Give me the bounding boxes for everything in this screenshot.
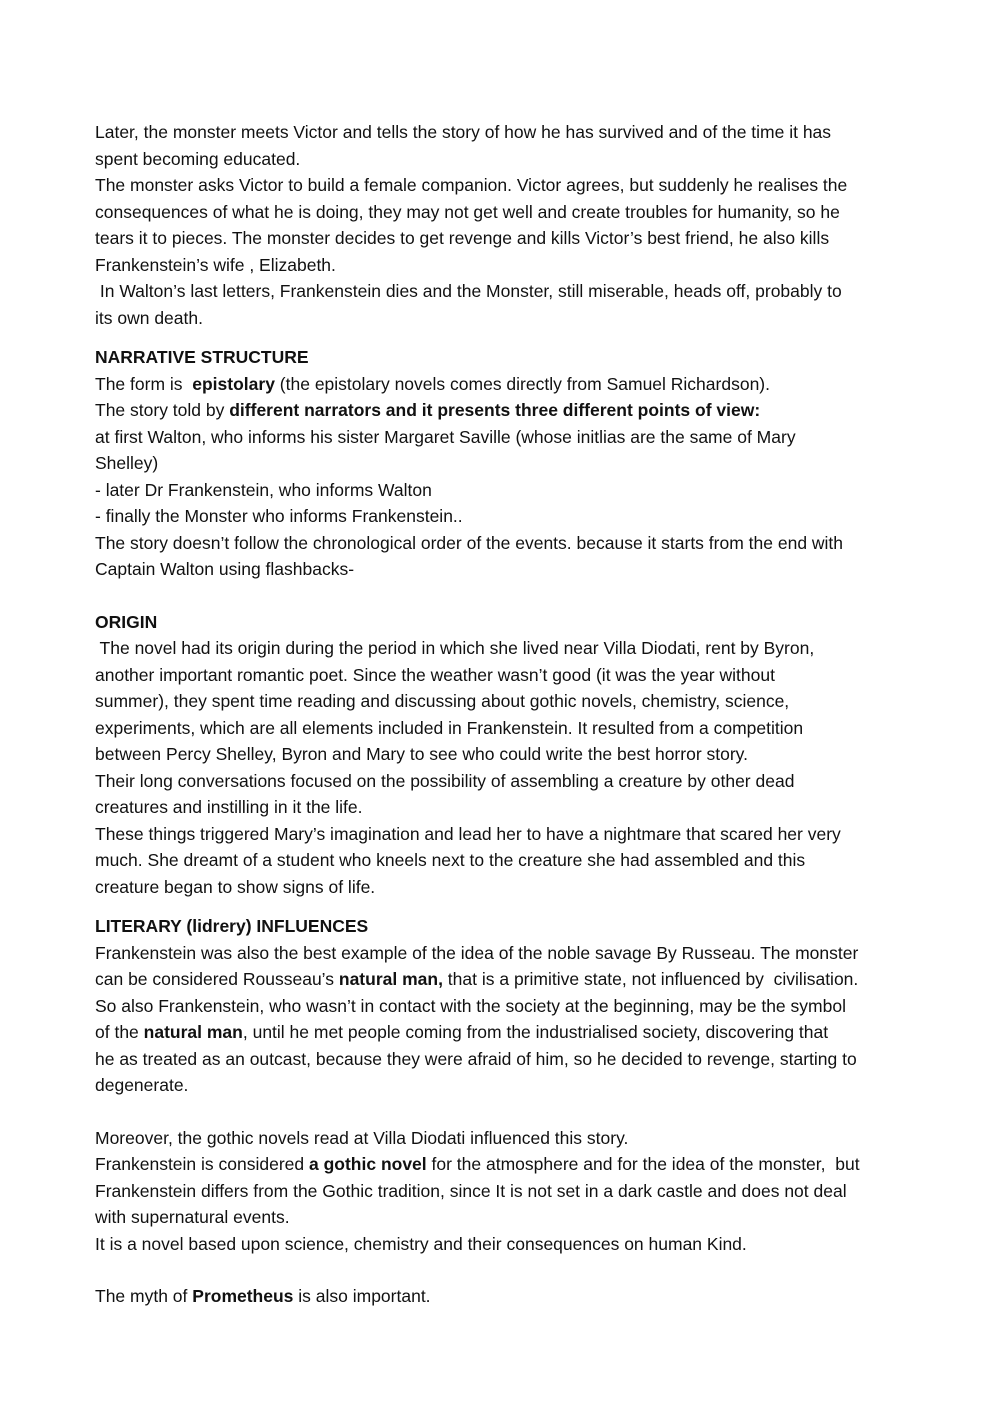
text-line: The monster asks Victor to build a female companion. Victor agrees, but suddenly he realises the — [95, 175, 848, 195]
text-line: much. She dreamt of a student who kneels next to the creature she had assembled and this — [95, 850, 806, 870]
text-line: Captain Walton using flashbacks- — [95, 559, 355, 579]
bold-term: natural man — [143, 1022, 243, 1042]
text-line: summer), they spent time reading and discussing about gothic novels, chemistry, science, — [95, 691, 790, 711]
text-line: at first Walton, who informs his sister Margaret Saville (whose initlias are the same of Mary — [95, 426, 796, 447]
text-line: - later Dr Frankenstein, who informs Walton — [95, 479, 432, 500]
text-line: spent becoming educated. — [95, 148, 301, 169]
text-line: So also Frankenstein, who wasn’t in contact with the society at the beginning, may be the symbol — [95, 995, 846, 1016]
text-line: creatures and instilling in it the life. — [95, 797, 363, 817]
bold-term: Prometheus — [192, 1286, 294, 1306]
text-line: In Walton’s last letters, Frankenstein dies and the Monster, still miserable, heads off, probably to — [95, 281, 842, 301]
text-line: - finally the Monster who informs Frankenstein.. — [95, 506, 463, 526]
bold-term: different narrators and it presents three different points of view: — [229, 400, 761, 420]
text-line: Frankenstein was also the best example of the idea of the noble savage By Russeau. The monster — [95, 942, 859, 963]
text-line: The form is epistolary (the epistolary novels comes directly from Samuel Richardson). — [95, 373, 770, 394]
text-line: between Percy Shelley, Byron and Mary to see who could write the best horror story. — [95, 744, 748, 764]
text-line: These things triggered Mary’s imagination and lead her to have a nightmare that scared her very — [95, 823, 841, 844]
intro-paragraph — [95, 119, 910, 331]
literary-influences-section — [95, 913, 910, 1310]
section-heading: NARRATIVE STRUCTURE — [95, 347, 309, 367]
origin-section — [95, 609, 910, 901]
text-line: Shelley) — [95, 453, 159, 473]
text-line: its own death. — [95, 307, 203, 328]
text-line: Their long conversations focused on the possibility of assembling a creature by other dead — [95, 770, 795, 791]
text-line: Frankenstein’s wife , Elizabeth. — [95, 254, 336, 275]
text-line: tears it to pieces. The monster decides to get revenge and kills Victor’s best friend, he also kills — [95, 228, 830, 248]
bold-term: natural man, — [338, 969, 443, 989]
bold-term: a gothic novel — [309, 1154, 427, 1174]
text-line: Frankenstein differs from the Gothic tradition, since It is not set in a dark castle and does not deal — [95, 1180, 847, 1201]
text-line: The novel had its origin during the period in which she lived near Villa Diodati, rent by Byron, — [95, 638, 815, 658]
text-line: another important romantic poet. Since the weather wasn’t good (it was the year without — [95, 664, 775, 685]
text-line: Moreover, the gothic novels read at Villa Diodati influenced this story. — [95, 1127, 629, 1148]
text-line: The myth of Prometheus is also important. — [95, 1286, 431, 1306]
text-line: The story doesn’t follow the chronological order of the events. because it starts from the end with — [95, 532, 844, 553]
text-line: The story told by different narrators and it presents three different points of view: — [95, 400, 761, 420]
text-line: creature began to show signs of life. — [95, 876, 376, 897]
document-body — [95, 119, 910, 1310]
text-line: Frankenstein is considered a gothic novel for the atmosphere and for the idea of the monster, but — [95, 1154, 860, 1174]
text-line: of the natural man, until he met people coming from the industrialised society, discovering that — [95, 1022, 829, 1042]
narrative-structure-section — [95, 344, 910, 583]
section-heading: ORIGIN — [95, 611, 158, 632]
text-line: with supernatural events. — [95, 1207, 290, 1227]
bold-term: epistolary — [192, 373, 275, 394]
section-heading: LITERARY (lidrery) INFLUENCES — [95, 916, 369, 936]
text-line: experiments, which are all elements included in Frankenstein. It resulted from a competition — [95, 717, 804, 738]
text-line: he as treated as an outcast, because they were afraid of him, so he decided to revenge, starting to — [95, 1048, 857, 1069]
text-line: can be considered Rousseau’s natural man, that is a primitive state, not influenced by civilisation. — [95, 969, 859, 989]
text-line: degenerate. — [95, 1075, 189, 1095]
text-line: It is a novel based upon science, chemistry and their consequences on human Kind. — [95, 1233, 747, 1254]
text-line: Later, the monster meets Victor and tells the story of how he has survived and of the time it has — [95, 122, 832, 142]
text-line: consequences of what he is doing, they may not get well and create troubles for humanity, so he — [95, 201, 840, 222]
